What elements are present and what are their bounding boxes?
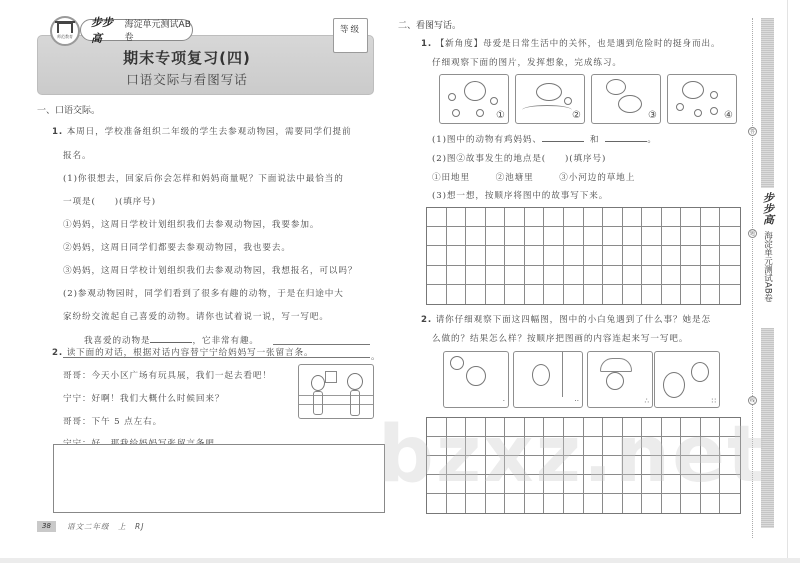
rabbit-picture-1: [443, 351, 509, 408]
grid-cell[interactable]: [525, 266, 545, 285]
grid-cell[interactable]: [623, 285, 643, 304]
grid-cell[interactable]: [603, 208, 623, 227]
grid-cell[interactable]: [564, 418, 584, 437]
r-q1-stem-text: 【新角度】母爱是日常生活中的关怀，也是遇到危险时的挺身而出。: [435, 39, 721, 49]
fill-middle: ，它非常有趣。: [192, 336, 259, 346]
grid-cell[interactable]: [427, 208, 447, 227]
grid-cell[interactable]: [525, 456, 545, 475]
grid-cell[interactable]: [466, 437, 486, 456]
mushroom-sketch: [663, 372, 685, 398]
boy-body-sketch: [350, 390, 360, 416]
boy-head-sketch: [347, 373, 363, 390]
grid-cell[interactable]: [466, 227, 486, 246]
rabbit-picture-2: [513, 351, 583, 408]
grid-cell[interactable]: [486, 418, 506, 437]
grid-cell[interactable]: [662, 227, 682, 246]
grid-cell[interactable]: [564, 456, 584, 475]
option-2: ②妈妈，这周日同学们都要去参观动物园，我也要去。: [63, 243, 291, 253]
grid-cell[interactable]: [525, 208, 545, 227]
grid-cell[interactable]: [505, 266, 525, 285]
grid-cell[interactable]: [681, 246, 701, 265]
dialogue-line-2: 宁宁：好啊！我们大概什么时候回来？: [63, 394, 225, 404]
fill-sentence: [84, 334, 259, 346]
grid-cell[interactable]: [564, 437, 584, 456]
picture-number: ∴: [644, 397, 649, 405]
story-picture-4: [667, 74, 737, 124]
grid-cell[interactable]: [544, 246, 564, 265]
series-name: 海淀单元测试AB卷: [124, 20, 191, 43]
grid-cell[interactable]: [623, 266, 643, 285]
binding-hole-icon: 答: [749, 129, 755, 135]
picture-number: ③: [648, 110, 657, 121]
grid-cell[interactable]: [505, 475, 525, 494]
grid-cell[interactable]: [681, 208, 701, 227]
grid-cell[interactable]: [701, 266, 721, 285]
question-number: 2.: [421, 315, 433, 325]
grid-cell[interactable]: [427, 227, 447, 246]
grid-cell[interactable]: [701, 456, 721, 475]
spine-series: 海淀单元测试AB卷: [762, 231, 773, 303]
grade-box[interactable]: [333, 18, 368, 53]
grid-cell[interactable]: [525, 285, 545, 304]
grid-cell[interactable]: [427, 456, 447, 475]
grid-cell[interactable]: [544, 227, 564, 246]
question-number: 1.: [52, 127, 64, 137]
grid-cell[interactable]: [662, 494, 682, 513]
grid-cell[interactable]: [623, 456, 643, 475]
q1-sub1-line2: 一项是( )(填序号): [63, 197, 156, 207]
grid-cell[interactable]: [447, 285, 467, 304]
grid-cell[interactable]: [603, 266, 623, 285]
r-q1-sub2: (2)图②故事发生的地点是( )(填序号): [432, 154, 607, 164]
grid-cell[interactable]: [642, 494, 662, 513]
grid-cell[interactable]: [505, 437, 525, 456]
r-q1-sub3: (3)想一想，按顺序将图中的故事写下来。: [432, 191, 609, 201]
grid-cell[interactable]: [642, 475, 662, 494]
grid-cell[interactable]: [662, 456, 682, 475]
grid-cell[interactable]: [623, 227, 643, 246]
place-option-1: ①田地里: [432, 173, 470, 183]
story-picture-3: [591, 74, 661, 124]
question-number: 1.: [421, 39, 433, 49]
grid-cell[interactable]: [642, 266, 662, 285]
writing-grid-2[interactable]: [426, 417, 741, 514]
grid-cell[interactable]: [505, 227, 525, 246]
place-option-2: ②池塘里: [495, 173, 534, 183]
grid-cell[interactable]: [720, 208, 740, 227]
grid-cell[interactable]: [584, 208, 604, 227]
grid-cell[interactable]: [662, 437, 682, 456]
grid-cell[interactable]: [720, 266, 740, 285]
grid-cell[interactable]: [642, 246, 662, 265]
grid-cell[interactable]: [427, 266, 447, 285]
watermark: bzxz.net: [378, 410, 767, 500]
grid-cell[interactable]: [564, 208, 584, 227]
grid-cell[interactable]: [623, 475, 643, 494]
grid-cell[interactable]: [427, 475, 447, 494]
option-3: ③妈妈，这周日学校计划组织我们去参观动物园，我想报名，可以吗？: [63, 266, 358, 276]
rabbit-picture-4: [654, 351, 720, 408]
grid-cell[interactable]: [584, 475, 604, 494]
hen-flying-sketch: [606, 79, 626, 95]
grid-cell[interactable]: [603, 437, 623, 456]
grid-cell[interactable]: [427, 246, 447, 265]
grid-cell[interactable]: [544, 285, 564, 304]
grid-cell[interactable]: [584, 227, 604, 246]
grid-cell[interactable]: [681, 227, 701, 246]
answer-blank-animal-2[interactable]: [605, 133, 647, 142]
grid-cell[interactable]: [486, 494, 506, 513]
grid-cell[interactable]: [720, 246, 740, 265]
rabbit-sketch: [466, 366, 486, 386]
grid-cell[interactable]: [662, 285, 682, 304]
chick-sketch: [452, 109, 460, 117]
r-q1-sub2-options: [432, 171, 635, 183]
dialogue-line-3: 哥哥：下午 5 点左右。: [63, 417, 163, 427]
answer-blank-animal[interactable]: [150, 334, 192, 343]
grid-cell[interactable]: [525, 494, 545, 513]
grid-cell[interactable]: [584, 494, 604, 513]
picture-number: ②: [572, 110, 581, 121]
grid-cell[interactable]: [584, 246, 604, 265]
writing-grid-1[interactable]: [426, 207, 741, 305]
picture-number: ·: [502, 397, 505, 405]
spine-label: [760, 188, 775, 328]
r-q1-stem-line2: 仔细观察下面的图片，发挥想象，完成练习。: [432, 58, 622, 68]
grid-cell[interactable]: [447, 266, 467, 285]
grid-cell[interactable]: [525, 418, 545, 437]
fill-prefix: 我喜爱的动物是: [84, 336, 151, 346]
binding-hole-icon: 题: [749, 231, 755, 237]
grid-cell[interactable]: [486, 437, 506, 456]
grid-cell[interactable]: [486, 227, 506, 246]
grid-cell[interactable]: [642, 437, 662, 456]
option-1: ①妈妈，这周日学校计划组织我们去参观动物园，我要参加。: [63, 220, 320, 230]
picture-number: ∷: [711, 397, 716, 405]
grid-cell[interactable]: [486, 285, 506, 304]
grid-cell[interactable]: [720, 418, 740, 437]
grid-cell[interactable]: [720, 475, 740, 494]
grid-cell[interactable]: [701, 475, 721, 494]
page-bottom-edge: [0, 558, 800, 563]
binding-hole-icon: 线: [749, 398, 755, 404]
grid-cell[interactable]: [603, 285, 623, 304]
q1-sub2-line1: (2)参观动物园时，同学们看到了很多有趣的动物，于是在归途中大: [63, 289, 344, 299]
chick-sketch: [710, 91, 718, 99]
chick-sketch: [564, 97, 572, 105]
grid-cell[interactable]: [603, 475, 623, 494]
grid-cell[interactable]: [720, 285, 740, 304]
grid-cell[interactable]: [564, 266, 584, 285]
grid-cell[interactable]: [564, 227, 584, 246]
grid-cell[interactable]: [701, 437, 721, 456]
girl-body-sketch: [313, 391, 323, 415]
section-title-oral: 一、口语交际。: [37, 106, 101, 116]
grid-cell[interactable]: [681, 475, 701, 494]
chick-sketch: [448, 93, 456, 101]
grid-cell[interactable]: [447, 227, 467, 246]
grid-cell[interactable]: [662, 418, 682, 437]
cat-sketch: [618, 95, 642, 113]
flower-sketch: [450, 356, 464, 370]
grid-cell[interactable]: [642, 227, 662, 246]
grid-cell[interactable]: [525, 227, 545, 246]
grid-cell[interactable]: [662, 246, 682, 265]
grid-cell[interactable]: [544, 456, 564, 475]
dialogue-line-1: 哥哥：今天小区广场有玩具展，我们一起去看吧！: [63, 371, 272, 381]
grid-cell[interactable]: [623, 494, 643, 513]
grid-cell[interactable]: [505, 456, 525, 475]
grid-cell[interactable]: [603, 227, 623, 246]
brand-pill: [80, 16, 193, 45]
grid-cell[interactable]: [701, 246, 721, 265]
grid-cell[interactable]: [466, 418, 486, 437]
grid-cell[interactable]: [544, 208, 564, 227]
q1-stem-line2: 报名。: [63, 151, 92, 161]
rabbit-sketch: [606, 372, 624, 390]
r-q2-stem-text: 请你仔细观察下面这四幅图，图中的小白兔遇到了什么事？她是怎: [435, 315, 712, 325]
grid-cell[interactable]: [662, 266, 682, 285]
grid-cell[interactable]: [603, 246, 623, 265]
grid-cell[interactable]: [720, 494, 740, 513]
grid-cell[interactable]: [623, 437, 643, 456]
grid-cell[interactable]: [681, 418, 701, 437]
grid-cell[interactable]: [642, 208, 662, 227]
grid-cell[interactable]: [701, 227, 721, 246]
grid-cell[interactable]: [603, 494, 623, 513]
tree-sketch: [562, 352, 582, 397]
chick-sketch: [676, 103, 684, 111]
grid-cell[interactable]: [584, 437, 604, 456]
q1-sub2-line2: 家纷纷交流起自己喜爱的动物。请你也试着说一说，写一写吧。: [63, 312, 329, 322]
grid-cell[interactable]: [681, 266, 701, 285]
grid-cell[interactable]: [662, 475, 682, 494]
river-sketch: [522, 105, 572, 115]
grid-cell[interactable]: [447, 456, 467, 475]
logo-text: 师范教育: [57, 34, 73, 39]
brand-script: 步步高: [91, 16, 113, 45]
grid-cell[interactable]: [427, 494, 447, 513]
footer-text: 语文二年级 上 RJ: [67, 522, 145, 531]
cat-sketch: [536, 83, 562, 101]
grid-cell[interactable]: [681, 494, 701, 513]
grid-cell[interactable]: [701, 285, 721, 304]
grid-cell[interactable]: [701, 418, 721, 437]
sub1-and: 和: [589, 135, 600, 145]
r-q2-stem-line1: [421, 313, 711, 325]
grid-cell[interactable]: [447, 475, 467, 494]
grade-label: 等级: [339, 25, 361, 35]
grid-cell[interactable]: [544, 475, 564, 494]
spine-brand: 步步高: [761, 192, 775, 225]
gate-icon: [57, 22, 73, 33]
page-edge: [787, 0, 788, 563]
grid-cell[interactable]: [525, 475, 545, 494]
grid-cell[interactable]: [642, 285, 662, 304]
grid-cell[interactable]: [681, 285, 701, 304]
chick-sketch: [694, 109, 702, 117]
grid-cell[interactable]: [544, 437, 564, 456]
grid-cell[interactable]: [427, 437, 447, 456]
grid-cell[interactable]: [564, 246, 584, 265]
grid-cell[interactable]: [466, 494, 486, 513]
hen-sketch: [682, 81, 704, 99]
grid-cell[interactable]: [466, 475, 486, 494]
sub1-prefix: (1)图中的动物有鸡妈妈、: [432, 135, 542, 145]
chick-sketch: [710, 107, 718, 115]
grid-cell[interactable]: [466, 266, 486, 285]
grid-cell[interactable]: [466, 208, 486, 227]
grid-cell[interactable]: [701, 208, 721, 227]
r-q2-stem-line2: 么做的？结果怎么样？按顺序把图画的内容连起来写一写吧。: [432, 334, 689, 344]
q1-stem-line1: [52, 125, 352, 137]
grid-cell[interactable]: [427, 285, 447, 304]
grid-cell[interactable]: [447, 418, 467, 437]
grid-cell[interactable]: [623, 246, 643, 265]
grid-cell[interactable]: [505, 418, 525, 437]
girl-head-sketch: [311, 375, 325, 391]
mushroom-umbrella-sketch: [600, 358, 632, 372]
grid-cell[interactable]: [505, 285, 525, 304]
section-title-picture-writing: 二、看图写话。: [398, 21, 462, 31]
picture-number: ①: [496, 110, 505, 121]
grid-cell[interactable]: [486, 456, 506, 475]
chick-sketch: [490, 97, 498, 105]
picture-frame-sketch: [325, 371, 337, 383]
grid-cell[interactable]: [623, 418, 643, 437]
grid-cell[interactable]: [623, 208, 643, 227]
hen-sketch: [464, 81, 486, 101]
grid-cell[interactable]: [603, 418, 623, 437]
publisher-logo: [50, 16, 80, 46]
sub1-end: 。: [647, 135, 657, 145]
grid-cell[interactable]: [564, 494, 584, 513]
story-picture-1: [439, 74, 509, 124]
grid-cell[interactable]: [447, 494, 467, 513]
fill-end: 。: [371, 352, 381, 362]
grid-cell[interactable]: [505, 208, 525, 227]
grid-cell[interactable]: [466, 285, 486, 304]
page-title: 期末专项复习(四): [123, 49, 251, 67]
q2-stem-text: 读下面的对话，根据对话内容替宁宁给妈妈写一张留言条。: [66, 348, 314, 358]
grid-cell[interactable]: [447, 246, 467, 265]
rabbit-sketch: [532, 364, 550, 386]
grid-cell[interactable]: [603, 456, 623, 475]
sofa-sketch: [299, 395, 374, 405]
q1-stem-text: 本周日，学校准备组织二年级的学生去参观动物园，需要同学们提前: [66, 127, 352, 137]
r-q1-stem-line1: [421, 37, 721, 49]
message-note-writing-box[interactable]: [53, 444, 385, 513]
binding-dotted-line: [752, 18, 753, 538]
grid-cell[interactable]: [486, 208, 506, 227]
question-number: 2.: [52, 348, 64, 358]
page-subtitle: 口语交际与看图写话: [126, 72, 248, 87]
place-option-3: ③小河边的草地上: [559, 173, 636, 183]
grid-cell[interactable]: [701, 494, 721, 513]
grid-cell[interactable]: [525, 246, 545, 265]
grid-cell[interactable]: [486, 266, 506, 285]
grid-cell[interactable]: [466, 456, 486, 475]
answer-blank-animal-1[interactable]: [542, 133, 584, 142]
grid-cell[interactable]: [681, 456, 701, 475]
grid-cell[interactable]: [720, 456, 740, 475]
q1-sub1-line1: (1)你很想去，回家后你会怎样和妈妈商量呢？下面说法中最恰当的: [63, 174, 344, 184]
grid-cell[interactable]: [525, 437, 545, 456]
grid-cell[interactable]: [505, 494, 525, 513]
grid-cell[interactable]: [584, 285, 604, 304]
grid-cell[interactable]: [447, 437, 467, 456]
grid-cell[interactable]: [681, 437, 701, 456]
rabbit-picture-3: [587, 351, 653, 408]
grid-cell[interactable]: [564, 475, 584, 494]
answer-line-1[interactable]: [273, 344, 370, 345]
grid-cell[interactable]: [564, 285, 584, 304]
grid-cell[interactable]: [720, 437, 740, 456]
grid-cell[interactable]: [544, 494, 564, 513]
page-number: 38: [37, 521, 56, 532]
grid-cell[interactable]: [544, 418, 564, 437]
grid-cell[interactable]: [662, 208, 682, 227]
picture-number: ④: [724, 110, 733, 121]
grid-cell[interactable]: [584, 456, 604, 475]
illustration-siblings: [298, 364, 374, 419]
grid-cell[interactable]: [427, 418, 447, 437]
chick-sketch: [476, 109, 484, 117]
mother-rabbit-sketch: [691, 362, 709, 382]
grid-cell[interactable]: [720, 227, 740, 246]
grid-cell[interactable]: [466, 246, 486, 265]
grid-cell[interactable]: [447, 208, 467, 227]
grid-cell[interactable]: [584, 266, 604, 285]
grid-cell[interactable]: [584, 418, 604, 437]
grid-cell[interactable]: [642, 418, 662, 437]
r-q1-sub1: [432, 133, 657, 145]
grid-cell[interactable]: [642, 456, 662, 475]
story-picture-2: [515, 74, 585, 124]
grid-cell[interactable]: [505, 246, 525, 265]
q2-stem: [52, 346, 314, 358]
picture-number: ··: [574, 397, 579, 405]
grid-cell[interactable]: [486, 475, 506, 494]
grid-cell[interactable]: [486, 246, 506, 265]
grid-cell[interactable]: [544, 266, 564, 285]
